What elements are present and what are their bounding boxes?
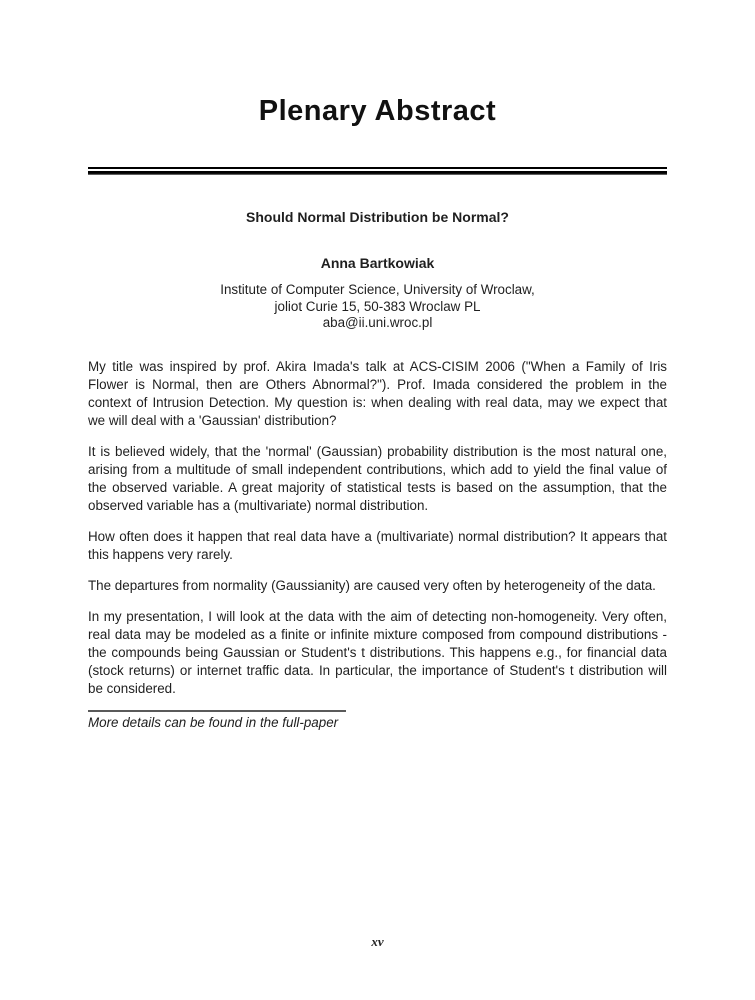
abstract-paragraph: My title was inspired by prof. Akira Imada's talk at ACS-CISIM 2006 ("When a Family of Iris Flower is Normal, then are Others Abnormal?"). Prof. Imada considered the problem in the context of Intrusion Detection. My question is: when dealing with real data, may we expect that we will deal with a 'Gaussian' distribution? (88, 358, 667, 428)
affiliation-email: aba@ii.uni.wroc.pl (322, 315, 433, 330)
abstract-title: Should Normal Distribution be Normal? (246, 209, 509, 225)
footnote-rule (88, 710, 346, 712)
abstract-paragraph: In my presentation, I will look at the data with the aim of detecting non-homogeneity. Very often, real data may be modeled as a finite or infinite mixture composed from compound distributions - the compounds being Gaussian or Student's t distributions. This happens e.g., for financial data (stock returns) or internet traffic data. In particular, the importance of Student's t distribution will be considered. (88, 608, 667, 696)
page-title: Plenary Abstract (258, 95, 497, 127)
double-rule (88, 167, 667, 175)
abstract-paragraph: The departures from normality (Gaussianity) are caused very often by heterogeneity of the data. (88, 577, 656, 593)
page-number: xv (371, 934, 384, 949)
affiliation-institute: Institute of Computer Science, University of Wroclaw, (220, 282, 535, 297)
abstract-paragraph: It is believed widely, that the 'normal' (Gaussian) probability distribution is the most natural one, arising from a multitude of small independent contributions, which add to yield the final value of the observed variable. A great majority of statistical tests is based on the assumption, that the observed variable has a (multivariate) normal distribution. (88, 443, 667, 513)
rule-thick-line (88, 171, 667, 175)
affiliation-address: joliot Curie 15, 50-383 Wroclaw PL (274, 298, 481, 314)
abstract-paragraph: How often does it happen that real data have a (multivariate) normal distribution? It appears that this happens very rarely. (88, 528, 667, 562)
footnote-text: More details can be found in the full-paper (88, 714, 339, 730)
affiliation-block (88, 282, 667, 332)
author-name: Anna Bartkowiak (320, 255, 435, 271)
page-content (0, 94, 755, 732)
footnote-block (88, 710, 667, 732)
